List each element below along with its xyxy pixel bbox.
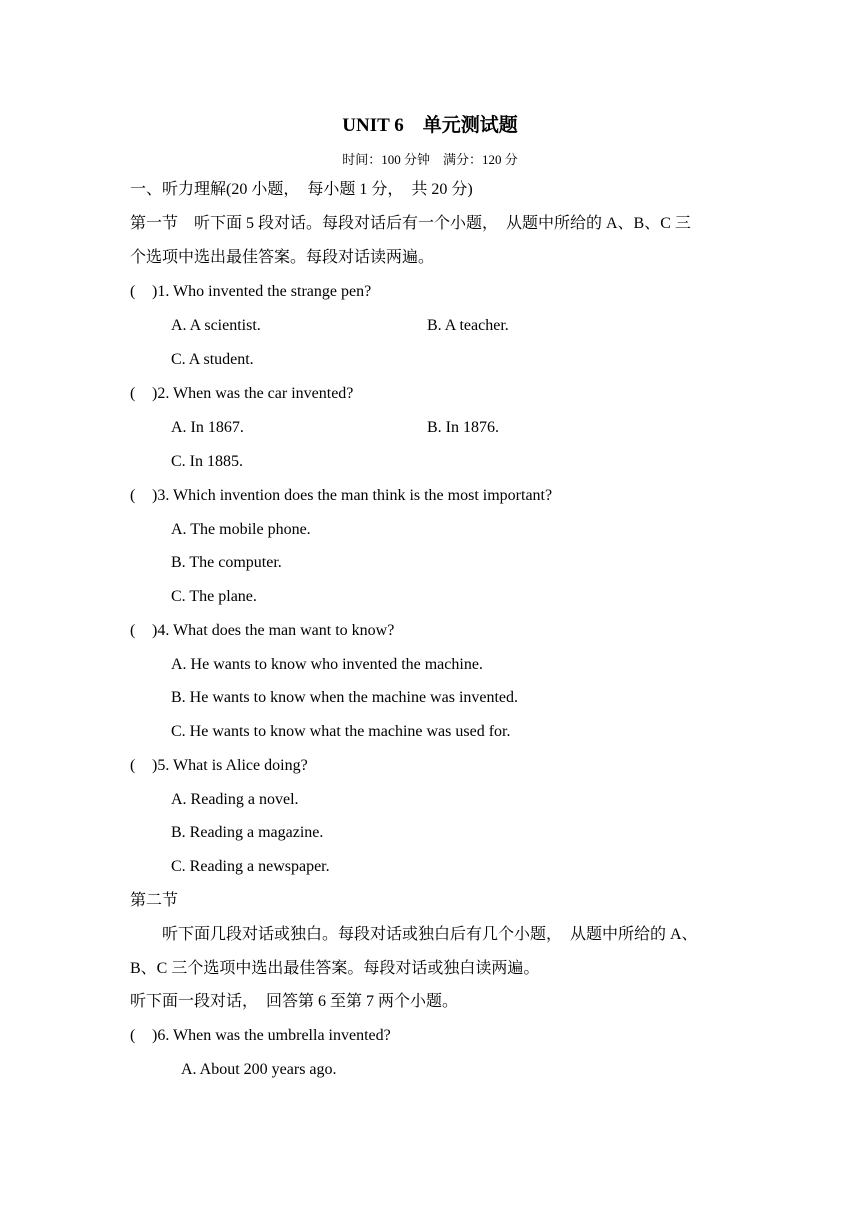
question-4 bbox=[130, 621, 394, 641]
section1-instruction-line1: 第一节 听下面 5 段对话。每段对话后有一个小题， 从题中所给的 A、B、C 三 bbox=[130, 215, 691, 232]
answer-blank[interactable]: ( bbox=[130, 622, 136, 639]
option-c: C. In 1885. bbox=[171, 453, 243, 470]
option-a: A. The mobile phone. bbox=[171, 521, 311, 538]
question-text: )1. Who invented the strange pen? bbox=[152, 283, 372, 300]
exam-info: 时间：100 分钟 满分：120 分 bbox=[342, 152, 518, 167]
question-text: )5. What is Alice doing? bbox=[152, 757, 308, 774]
option-a: A. He wants to know who invented the machine. bbox=[171, 656, 483, 673]
page-title: UNIT 6 单元测试题 bbox=[342, 115, 518, 136]
option-a: A. In 1867. bbox=[171, 419, 244, 436]
option-c: C. He wants to know what the machine was used for. bbox=[171, 723, 511, 740]
question-3 bbox=[130, 486, 552, 506]
section2-instruction-line1: 听下面几段对话或独白。每段对话或独白后有几个小题， 从题中所给的 A、 bbox=[162, 926, 698, 943]
option-b: B. Reading a magazine. bbox=[171, 824, 324, 841]
answer-blank[interactable]: ( bbox=[130, 757, 136, 774]
answer-blank[interactable]: ( bbox=[130, 283, 136, 300]
question-2 bbox=[130, 384, 353, 404]
section2-heading: 第二节 bbox=[130, 892, 179, 909]
answer-blank[interactable]: ( bbox=[130, 1027, 136, 1044]
option-a: A. A scientist. bbox=[171, 317, 261, 334]
option-c: C. The plane. bbox=[171, 588, 257, 605]
question-text: )6. When was the umbrella invented? bbox=[152, 1027, 391, 1044]
option-b: B. In 1876. bbox=[427, 419, 499, 436]
question-1 bbox=[130, 282, 371, 302]
section2-subinstruction: 听下面一段对话， 回答第 6 至第 7 两个小题。 bbox=[130, 993, 459, 1010]
section1-instruction-line2: 个选项中选出最佳答案。每段对话读两遍。 bbox=[130, 249, 435, 266]
question-6 bbox=[130, 1026, 391, 1046]
option-b: B. The computer. bbox=[171, 554, 282, 571]
question-text: )3. Which invention does the man think is the most important? bbox=[152, 487, 553, 504]
answer-blank[interactable]: ( bbox=[130, 487, 136, 504]
question-text: )2. When was the car invented? bbox=[152, 385, 354, 402]
answer-blank[interactable]: ( bbox=[130, 385, 136, 402]
question-5 bbox=[130, 756, 308, 776]
question-text: )4. What does the man want to know? bbox=[152, 622, 395, 639]
option-b: B. A teacher. bbox=[427, 317, 509, 334]
section2-instruction-line2: B、C 三个选项中选出最佳答案。每段对话或独白读两遍。 bbox=[130, 960, 540, 977]
option-c: C. Reading a newspaper. bbox=[171, 858, 330, 875]
option-a: A. Reading a novel. bbox=[171, 791, 299, 808]
option-b: B. He wants to know when the machine was invented. bbox=[171, 689, 519, 706]
part1-heading: 一、听力理解(20 小题， 每小题 1 分， 共 20 分) bbox=[130, 181, 473, 198]
option-a: A. About 200 years ago. bbox=[181, 1061, 337, 1078]
option-c: C. A student. bbox=[171, 351, 254, 368]
